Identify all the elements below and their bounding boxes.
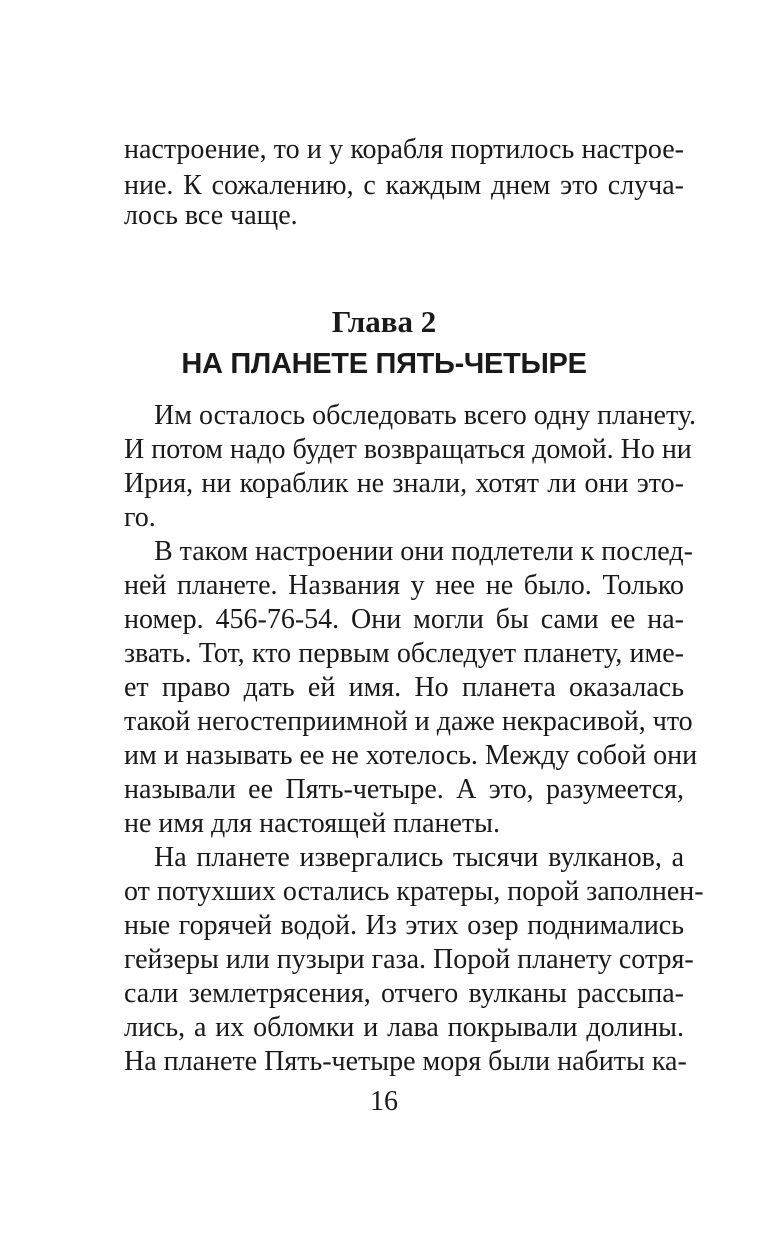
text-line: называли ее Пять-четыре. А это, разумеется, <box>124 774 684 805</box>
text-line: такой негостеприимной и даже некрасивой, что <box>124 706 693 737</box>
text-line: не имя для настоящей планеты. <box>124 808 500 839</box>
text-line: ние. К сожалению, с каждым днем это случа- <box>124 170 684 201</box>
text-line: го. <box>124 502 156 533</box>
text-line: Ирия, ни кораблик не знали, хотят ли они это- <box>124 468 684 499</box>
text-line: На планете Пять-четыре моря были набиты ка- <box>124 1046 687 1077</box>
text-line: ней планете. Названия у нее не было. Только <box>124 570 684 601</box>
text-line: звать. Тот, кто первым обследует планету, име- <box>124 638 684 669</box>
text-line: На планете извергались тысячи вулканов, а <box>154 842 684 873</box>
text-line: гейзеры или пузыри газа. Порой планету сотря- <box>124 944 694 975</box>
text-line: ные горячей водой. Из этих озер поднимались <box>124 910 684 941</box>
text-line: лось все чаще. <box>124 200 298 231</box>
text-line: лись, а их обломки и лава покрывали долины. <box>124 1012 684 1043</box>
text-line: И потом надо будет возвращаться домой. Но ни <box>124 434 692 465</box>
text-line: номер. 456-76-54. Они могли бы сами ее на- <box>124 604 684 635</box>
text-line: Им осталось обследовать всего одну планету. <box>154 400 697 431</box>
page-number: 16 <box>370 1086 398 1117</box>
chapter-label: Глава 2 <box>331 304 437 339</box>
text-line: В таком настроении они подлетели к послед- <box>154 536 693 567</box>
text-line: от потухших остались кратеры, порой заполнен- <box>124 876 704 907</box>
chapter-title: НА ПЛАНЕТЕ ПЯТЬ-ЧЕТЫРЕ <box>181 348 587 380</box>
text-line: настроение, то и у корабля портилось настрое- <box>124 134 684 165</box>
text-line: им и называть ее не хотелось. Между собой они <box>124 740 698 771</box>
text-line: ет право дать ей имя. Но планета оказалась <box>124 672 684 703</box>
text-line: сали землетрясения, отчего вулканы рассыпа- <box>124 978 684 1009</box>
